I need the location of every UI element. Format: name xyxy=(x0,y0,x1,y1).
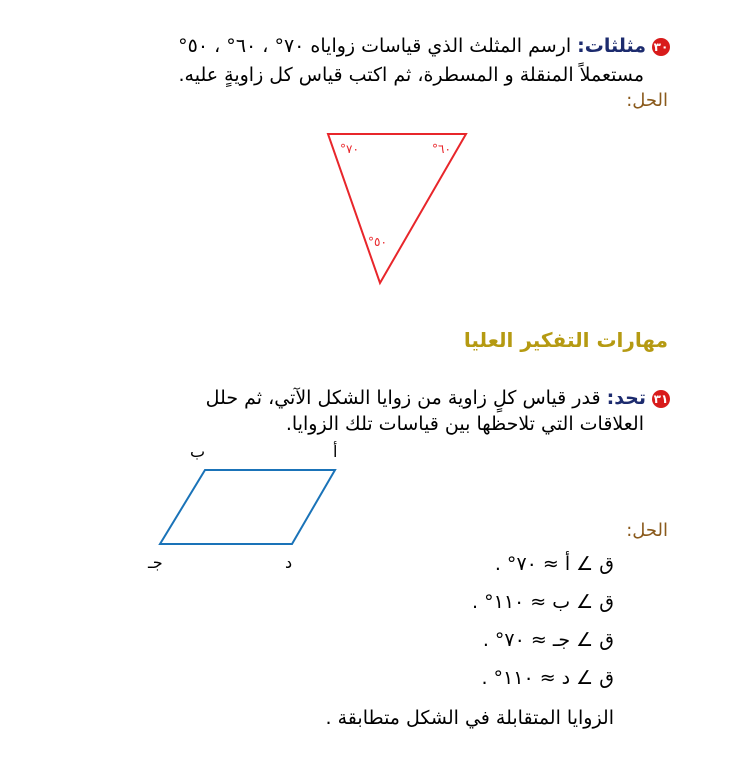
vertex-label-a: أ xyxy=(333,442,338,461)
conclusion-text: الزوايا المتقابلة في الشكل متطابقة . xyxy=(325,707,614,729)
answer-angle-j: ق ∠ جـ ≈ ٧٠° . xyxy=(482,629,614,651)
q31-keyword: تحد: xyxy=(606,387,646,409)
answer-angle-d: ق ∠ د ≈ ١١٠° . xyxy=(481,667,614,689)
q30-solution-label: الحل: xyxy=(626,90,668,111)
q31-text-line1: قدر قياس كلٍ زاوية من زوايا الشكل الآتي، ثم حلل xyxy=(205,387,607,409)
angle-label-top-left: °٧٠ xyxy=(340,142,359,156)
answer-angle-a: ق ∠ أ ≈ ٧٠° . xyxy=(494,553,614,575)
answers-list xyxy=(472,545,614,697)
angle-label-bottom: °٥٠ xyxy=(368,235,387,249)
triangle-figure xyxy=(300,120,500,300)
q31-line1 xyxy=(206,385,670,411)
q30-keyword: مثلثات: xyxy=(577,35,646,57)
triangle-shape xyxy=(328,134,466,283)
parallelogram-figure xyxy=(130,440,360,580)
answer-angle-b: ق ∠ ب ≈ ١١٠° . xyxy=(472,591,614,613)
q30-text-line1: ارسم المثلث الذي قياسات زواياه ٧٠° ، ٦٠° ، ٥٠° xyxy=(178,35,578,57)
q31-solution-label: الحل: xyxy=(626,520,668,541)
angle-label-top-right: °٦٠ xyxy=(432,142,451,156)
q31-badge: ٣١ xyxy=(653,391,669,406)
vertex-label-j: جـ xyxy=(148,553,163,572)
q30-badge: ٣٠ xyxy=(653,39,669,54)
parallelogram-shape xyxy=(160,470,335,544)
q30-line1 xyxy=(178,33,670,59)
vertex-label-d: د xyxy=(285,553,293,572)
section-heading: مهارات التفكير العليا xyxy=(463,328,668,352)
vertex-label-b: ب xyxy=(190,442,206,461)
q31-text-line2: العلاقات التي تلاحظها بين قياسات تلك الزوايا. xyxy=(285,413,644,435)
q30-text-line2: مستعملاً المنقلة و المسطرة، ثم اكتب قياس كل زاويةٍ عليه. xyxy=(178,64,644,86)
